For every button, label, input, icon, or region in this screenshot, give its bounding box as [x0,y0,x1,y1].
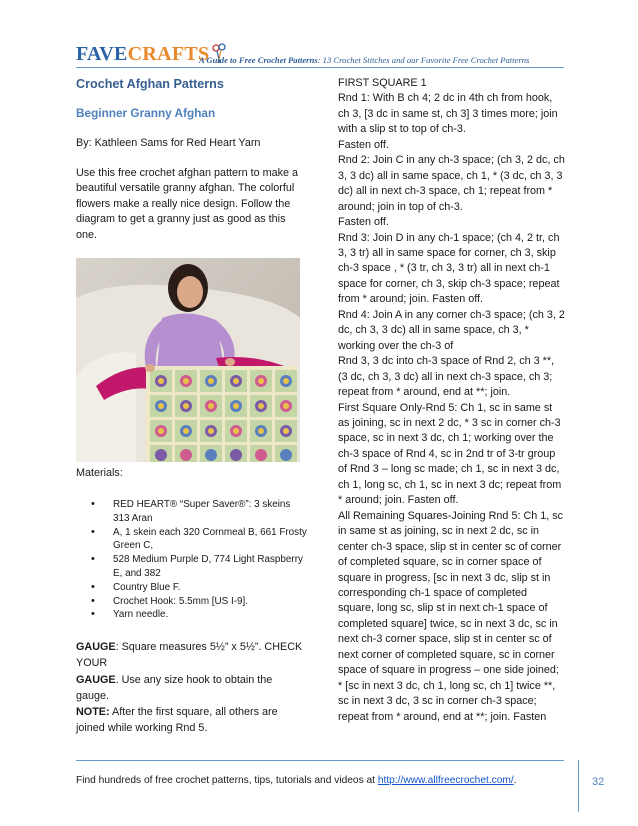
footer-link[interactable]: http://www.allfreecrochet.com/ [377,775,514,786]
footer-text [76,775,517,786]
instruction-line: Rnd 3, 3 dc into ch-3 space of Rnd 2, ch 3 **, (3 dc, ch 3, 3 dc) all in next ch-3 space, ch 3; repeat from * around, end at **; join. [338,355,555,399]
instruction-line: Rnd 3: Join D in any ch-1 space; (ch 4, 2 tr, ch 3, 3 tr) all in same space for corner, ch 3, skip ch-3 space , * (3 tr, ch 3, 3 tr) all in next ch-1 space for corner, ch 3, skip ch-3 space; repeat from * around; join. Fasten off. [338,231,560,306]
pattern-title: Beginner Granny Afghan [76,106,216,120]
afghan-photo [76,258,300,462]
instruction-line: Fasten off. [338,138,389,151]
materials-label: Materials: [76,467,123,479]
list-item: • Crochet Hook: 5.5mm [US I-9]. [76,595,308,609]
book-subtitle: : 13 Crochet Stitches and our Favorite Free Crochet Patterns [317,55,530,65]
list-item: • A, 1 skein each 320 Cornmeal B, 661 Frosty Green C, [76,526,308,554]
intro-paragraph: Use this free crochet afghan pattern to make a beautiful versatile granny afghan. The colorful flowers make a really nice design. Follow the diagram to get a granny just as good as this one. [76,166,299,241]
byline: By: Kathleen Sams for Red Heart Yarn [76,137,261,149]
list-item: • Country Blue F. [76,581,308,595]
section-title: Crochet Afghan Patterns [76,77,224,91]
right-column [338,76,566,725]
materials-list [76,498,308,622]
gauge-label-2: GAUGE [76,673,116,686]
gauge-text: : Square measures 5½” x 5½”. CHECK YOUR [76,641,303,670]
header-divider [76,67,564,68]
page-number: 32 [592,776,605,788]
logo-crafts-text: CRAFTS [127,43,210,65]
book-title-bold: A Guide to Free Crochet Patterns [199,55,318,65]
left-column [76,76,308,243]
logo-fave-text: FAVE [76,43,128,65]
instruction-line: Rnd 1: With B ch 4; 2 dc in 4th ch from hook, ch 3, [3 dc in same st, ch 3] 3 times more; join with a slip st to top of ch-3. [338,92,558,136]
instruction-heading: FIRST SQUARE 1 [338,77,427,89]
note-label: NOTE: [76,706,110,719]
footer-lead: Find hundreds of free crochet patterns, tips, tutorials and videos at [76,775,378,786]
list-item: • 528 Medium Purple D, 774 Light Raspberry E, and 382 [76,553,308,581]
footer-end: . [513,775,517,786]
footer-divider [76,760,564,761]
note-text: After the first square, all others are joined while working Rnd 5. [76,706,278,735]
gauge-label: GAUGE [76,641,116,653]
header-book-title [199,55,529,65]
instruction-line: Fasten off. [338,216,389,229]
instruction-line: All Remaining Squares-Joining Rnd 5: Ch 1, sc in same st as joining, sc in next 2 dc, sc in center ch-3 space, slip st in center sc of corner of completed square, sc in corner space of square in progress, [sc in next 3 dc, slip st in corresponding ch-1 space of completed square, long sc, slip st in next ch-1 space of completed square] twice, sc in next 3 dc, sc in next ch-3 corner space, slip st in center sc of next corner of completed square, sc in corner space of square in progress – one side joined; * [sc in next 3 dc, ch 1, long sc, ch 1] twice **, sc in next 3 dc, 3 sc in corner ch-3 space; repeat from * around, end at **; join. Fasten [338,509,564,723]
instruction-line: Rnd 4: Join A in any corner ch-3 space; (ch 3, 2 dc, ch 3, 3 dc) all in same space, ch 3, * working over the ch-3 of [338,308,565,352]
list-item: • Yarn needle. [76,608,308,622]
instruction-line: First Square Only-Rnd 5: Ch 1, sc in same st as joining, sc in next 2 dc, * 3 sc in corner ch-3 space, sc in next 3 dc, ch 1; working over the ch-3 space of Rnd 4, sc in 2nd tr of 3-tr group of Rnd 3 – long sc made; ch 1, sc in next 3 dc, ch 1, long sc, ch 1, sc in next 3 dc; repeat from * around; join. Fasten off. [338,401,562,507]
list-item: • RED HEART® “Super Saver®”: 3 skeins 313 Aran [76,498,308,526]
gauge-paragraph [76,639,308,737]
gauge-text-2: . Use any size hook to obtain the gauge. [76,673,273,702]
instruction-line: Rnd 2: Join C in any ch-3 space; (ch 3, 2 dc, ch 3, 3 dc) all in same space, ch 1, * (3 dc, ch 3, 3 dc) all in next ch-3 space, ch 1; repeat from * around; join in top of ch-3. [338,154,565,213]
page-header [76,40,566,68]
